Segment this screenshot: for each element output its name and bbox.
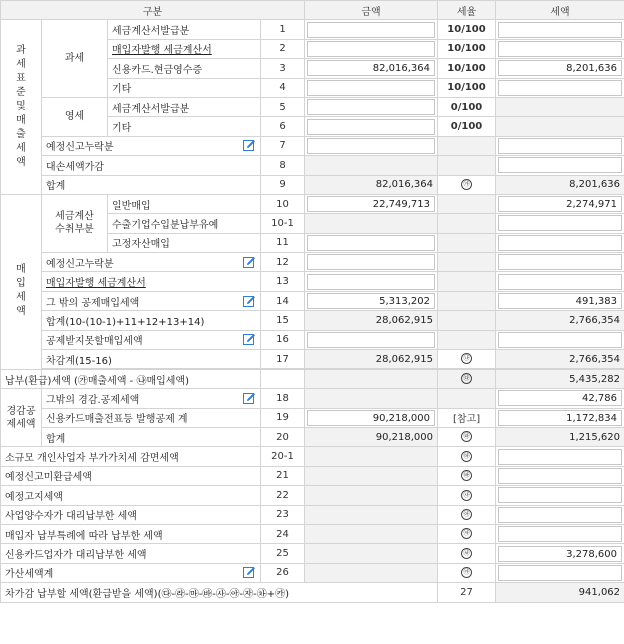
table-row xyxy=(1,97,624,116)
row-number: 23 xyxy=(261,505,305,524)
row-number: 10-1 xyxy=(261,214,305,233)
amount-input-16[interactable] xyxy=(307,332,435,348)
table-row xyxy=(1,136,624,155)
mark-a: ㉵ xyxy=(461,509,472,520)
row-label: 신용카드업자가 대리납부한 세액 xyxy=(1,544,261,563)
table-row xyxy=(1,505,624,524)
row-number: 12 xyxy=(261,253,305,272)
table-row xyxy=(1,175,624,194)
group-taxable: 과세 xyxy=(42,20,108,98)
table-row xyxy=(1,408,624,427)
header-amount: 금액 xyxy=(305,1,438,20)
row-number: 11 xyxy=(261,233,305,252)
mark-da: ㉰ xyxy=(461,373,472,384)
row-label: 합계 xyxy=(42,175,261,194)
row-number: 16 xyxy=(261,330,305,349)
mark-ba: ㉳ xyxy=(461,470,472,481)
purchase-total-amount: 28,062,915 xyxy=(305,311,438,330)
tax-input-16[interactable] xyxy=(498,332,622,348)
row-label: 그 밖의 공제매입세액 xyxy=(42,291,261,310)
row-label: 차감계(15-16) xyxy=(42,350,261,369)
table-row xyxy=(1,466,624,485)
tax-input-4[interactable] xyxy=(498,80,622,96)
table-row xyxy=(1,427,624,446)
tax-input-10-1[interactable] xyxy=(498,215,622,231)
mark-ra: ㉱ xyxy=(461,431,472,442)
amount-input-3[interactable]: 82,016,364 xyxy=(307,60,435,76)
header-category: 구분 xyxy=(1,1,305,20)
rate-value: 10/100 xyxy=(438,39,496,58)
amount-input-2[interactable] xyxy=(307,41,435,57)
tax-input-22[interactable] xyxy=(498,487,622,503)
tax-input-12[interactable] xyxy=(498,254,622,270)
table-row xyxy=(1,291,624,310)
rate-value: 0/100 xyxy=(438,117,496,136)
row-number: 25 xyxy=(261,544,305,563)
amount-input-11[interactable] xyxy=(307,235,435,251)
tax-input-7[interactable] xyxy=(498,138,622,154)
mark-ga: ㉮ xyxy=(461,179,472,190)
final-payable-value: 941,062 xyxy=(496,583,624,602)
row-label: 매입자 납부특례에 따라 납부한 세액 xyxy=(1,524,261,543)
row-label: 기타 xyxy=(108,78,261,97)
tax-input-13[interactable] xyxy=(498,274,622,290)
row-number: 14 xyxy=(261,291,305,310)
row-number: 2 xyxy=(261,39,305,58)
row-number: 13 xyxy=(261,272,305,291)
row-number: 10 xyxy=(261,194,305,213)
group-invoice-received: 세금계산 수취부분 xyxy=(42,194,108,252)
row-label: 수출기업수입분납부유예 xyxy=(108,214,261,233)
row-number: 7 xyxy=(261,136,305,155)
group-reduction: 경감공제세액 xyxy=(1,389,42,447)
row-label: 소규모 개인사업자 부가가치세 감면세액 xyxy=(1,447,261,466)
mark-sa: ㉴ xyxy=(461,490,472,501)
row-number: 24 xyxy=(261,524,305,543)
row-label: 가산세액계 xyxy=(1,563,261,582)
table-row xyxy=(1,369,624,388)
group-purchase: 매입세액 xyxy=(1,194,42,388)
row-label: 예정신고미환급세액 xyxy=(1,466,261,485)
tax-input-26[interactable] xyxy=(498,565,622,581)
total-tax: 8,201,636 xyxy=(496,175,624,194)
row-label: 예정신고누락분 xyxy=(42,253,261,272)
table-row xyxy=(1,486,624,505)
rate-value: 10/100 xyxy=(438,20,496,39)
total-amount: 82,016,364 xyxy=(305,175,438,194)
header-rate: 세율 xyxy=(438,1,496,20)
amount-input-4[interactable] xyxy=(307,80,435,96)
edit-icon[interactable] xyxy=(243,295,256,308)
row-number: 20 xyxy=(261,427,305,446)
net-purchase-amount: 28,062,915 xyxy=(305,350,438,369)
row-number: 9 xyxy=(261,175,305,194)
row-number: 20-1 xyxy=(261,447,305,466)
tax-input-10[interactable]: 2,274,971 xyxy=(498,196,622,212)
row-number: 17 xyxy=(261,350,305,369)
group-zero-rated: 영세 xyxy=(42,97,108,136)
row-label: 기타 xyxy=(108,117,261,136)
edit-icon[interactable] xyxy=(243,566,256,579)
row-label: 신용카드.현금영수증 xyxy=(108,59,261,78)
amount-input-7[interactable] xyxy=(307,138,435,154)
row-label: 합계(10-(10-1)+11+12+13+14) xyxy=(42,311,261,330)
row-number: 15 xyxy=(261,311,305,330)
row-number: 26 xyxy=(261,563,305,582)
row-label: 대손세액가감 xyxy=(42,156,261,175)
net-purchase-tax: 2,766,354 xyxy=(496,350,624,369)
tax-input-3[interactable]: 8,201,636 xyxy=(498,60,622,76)
table-row xyxy=(1,272,624,291)
purchase-total-tax: 2,766,354 xyxy=(496,311,624,330)
table-row xyxy=(1,330,624,349)
table-row xyxy=(1,194,624,213)
mark-ja: ㉶ xyxy=(461,528,472,539)
row-number: 6 xyxy=(261,117,305,136)
table-row xyxy=(1,156,624,175)
row-label: 신용카드매출전표등 발행공제 계 xyxy=(42,408,261,427)
group-taxbase: 과세표준및매출세액 xyxy=(1,20,42,195)
row-number: 27 xyxy=(438,583,496,602)
row-label: 세금계산서발급분 xyxy=(108,97,261,116)
row-label: 일반매입 xyxy=(108,194,261,213)
table-row xyxy=(1,20,624,39)
edit-icon[interactable] xyxy=(243,392,256,405)
amount-input-6[interactable] xyxy=(307,119,435,135)
vat-return-table-lower xyxy=(0,369,624,603)
tax-input-1[interactable] xyxy=(498,22,622,38)
table-row xyxy=(1,563,624,582)
row-number: 1 xyxy=(261,20,305,39)
row-label: 공제받지못할매입세액 xyxy=(42,330,261,349)
row-label: 합계 xyxy=(42,427,261,446)
edit-icon[interactable] xyxy=(243,256,256,269)
row-number: 5 xyxy=(261,97,305,116)
amount-input-13[interactable] xyxy=(307,274,435,290)
edit-icon[interactable] xyxy=(243,139,256,152)
reference-note: [참고] xyxy=(438,408,496,427)
amount-input-12[interactable] xyxy=(307,254,435,270)
edit-icon[interactable] xyxy=(243,333,256,346)
rate-value: 10/100 xyxy=(438,78,496,97)
table-row xyxy=(1,524,624,543)
tax-input-8[interactable] xyxy=(498,157,622,173)
amount-input-19[interactable]: 90,218,000 xyxy=(307,410,435,426)
row-label: 세금계산서발급분 xyxy=(108,20,261,39)
mark-cha: ㉷ xyxy=(461,548,472,559)
row-number: 4 xyxy=(261,78,305,97)
row-label: 사업양수자가 대리납부한 세액 xyxy=(1,505,261,524)
tax-input-14[interactable]: 491,383 xyxy=(498,293,622,309)
table-row xyxy=(1,389,624,408)
tax-input-24[interactable] xyxy=(498,526,622,542)
table-row xyxy=(1,544,624,563)
row-label: 그밖의 경감.공제세액 xyxy=(42,389,261,408)
payable-tax-label: 납부(환급)세액 (㉮매출세액 - ㉯매입세액) xyxy=(1,369,438,388)
table-row xyxy=(1,447,624,466)
rate-value: 10/100 xyxy=(438,59,496,78)
table-row xyxy=(1,311,624,330)
row-number: 22 xyxy=(261,486,305,505)
row-label: 예정신고누락분 xyxy=(42,136,261,155)
table-header-row xyxy=(1,1,624,20)
tax-input-19[interactable]: 1,172,834 xyxy=(498,410,622,426)
table-row xyxy=(1,583,624,602)
reduction-total-amount: 90,218,000 xyxy=(305,427,438,446)
row-number: 3 xyxy=(261,59,305,78)
table-row xyxy=(1,253,624,272)
row-label: 예정고지세액 xyxy=(1,486,261,505)
row-number: 19 xyxy=(261,408,305,427)
tax-input-20-1[interactable] xyxy=(498,449,622,465)
amount-input-1[interactable] xyxy=(307,22,435,38)
mark-ka: ㉸ xyxy=(461,567,472,578)
row-number: 18 xyxy=(261,389,305,408)
tax-input-2[interactable] xyxy=(498,41,622,57)
table-row xyxy=(1,350,624,369)
tax-input-21[interactable] xyxy=(498,468,622,484)
header-tax: 세액 xyxy=(496,1,624,20)
tax-input-11[interactable] xyxy=(498,235,622,251)
row-number: 21 xyxy=(261,466,305,485)
rate-value: 0/100 xyxy=(438,97,496,116)
row-label: 고정자산매입 xyxy=(108,233,261,252)
payable-tax-value: 5,435,282 xyxy=(496,369,624,388)
amount-input-14[interactable]: 5,313,202 xyxy=(307,293,435,309)
reduction-total-tax: 1,215,620 xyxy=(496,427,624,446)
mark-na: ㉯ xyxy=(461,353,472,364)
row-number: 8 xyxy=(261,156,305,175)
issued-invoice-link[interactable]: 매입자발행 세금계산서 xyxy=(108,39,261,58)
amount-input-5[interactable] xyxy=(307,99,435,115)
mark-ma: ㉲ xyxy=(461,451,472,462)
amount-input-10[interactable]: 22,749,713 xyxy=(307,196,435,212)
final-payable-label: 차가감 납부할 세액(환급받을 세액)(㉰-㉱-㉲-㉳-㉴-㉵-㉶-㉷+㉸) xyxy=(1,583,438,602)
tax-input-23[interactable] xyxy=(498,507,622,523)
tax-input-25[interactable]: 3,278,600 xyxy=(498,546,622,562)
tax-input-18[interactable]: 42,786 xyxy=(498,390,622,406)
purchaser-invoice-link[interactable]: 매입자발행 세금계산서 xyxy=(42,272,261,291)
